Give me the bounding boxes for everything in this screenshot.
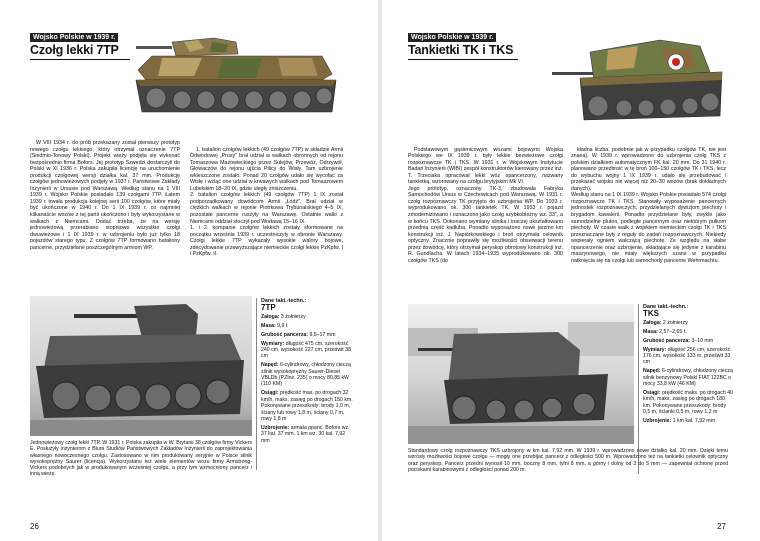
left-col2-paragraph: 1. batalion czołgów lekkich (49 czołgów 7TP) w składzie Armii Odwodowej „Prusy" brał udział w walkach obronnych od rejonu Tomaszowa Mazowieckiego przez Sulejów, Przewóz, Odrzywół, Głowaczów do rejonu ujścia Pilicy do Wisły. Tam uzbrojenie wkleszczone zostało. Ponad 20 czołgów udało się wycofać za Wisłę i wziąć one udział w krwawych walkach pod Tomaszowem Lubelskim 18–20 IX, gdzie uległy zniszczeniu. 2. batalion czołgów lekkich (49 czołgów 7TP) 1 IX został podporządkowany dowódcom Armii „Łódź". Brał udział w ciężkich walkach w rejonie Piotrkowa Trybunalskiego 4–5 IX, pozostałe pancerne ruszyły na Warszawę. Ostatnie walki z Niemcami oddział stoczył pod Wodawą 15–16 IX. 1. i 2. kompanie czołgów lekkich zostały sformowane na początku września 1939 r. uczestniczyły w obronie Warszawy. Czołgi lekkie 7TP wykazały wysokie walory bojowe, zdecydowanie przewyższające niemieckie czołgi lekkie PzKpfw. I i PzKpfw. II.: [190, 146, 343, 258]
photo-tks: [408, 304, 634, 444]
right-col1-paragraph: Podstawowym gąsienicowym wozami bojowymi Wojska Polskiego we IX 1939 r. były lekkie bezwieżowe czołgi rozpoznawcze TK i TKS. W 1931 r. w Wojskowym Instytucie Badań Inżynierii (WIBI) zespół konstruktorów kierowany przez inż. T. Trzeciaka opracował lekki wóz opancerzony, nazwany tankietką, wzorowany na czołgu brytyjskim Mk VI. Jego prototyp, oznaczony TK-3, zbudowała Fabryka Samochodów Ursus w Czechowicach pod Warszawą. W 1931 r. czołg rozpoznawczy TK przyjęto do uzbrojenia WP. Do 1933 r. wyprodukowano ok. 300 tankietek TK. W 1933 r. pojazd zmodernizowano i oznaczono jako czołg szybkobieżny wz. 33", a w końcu TKS. Dokonano wymiany silnika i inaczej ukształtowano przednią część kadłuba. Ponadto wyposażono nowe jarzmo km konstrukcji inż. J. Napiórkowskiego i broń otrzymała celownik optyczny. Znacznie poprawiły się możliwości obserwacji terenu przez dowódcę, który otrzymał peryskop obrotowy konstrukcji inż. R. Gundlacha. W latach 1934–1935 wyprodukowano ok. 300 czołgów TKS (do: [408, 146, 563, 264]
spec-vehicle-name: TKS: [643, 309, 659, 319]
spec-row: Masa: 9,9 t: [261, 322, 288, 329]
right-text-column-1: [408, 140, 563, 300]
spec-row: Masa: 2,57–2,65 t: [643, 328, 686, 335]
spec-vehicle-name: 7TP: [261, 303, 276, 313]
right-col2-paragraph: kładna liczba, podobnie jak w przypadku czołgów TK, nie jest znana). W 1939 r. wprowadzono do uzbrojenia czołg TKS z polskim działkiem automatycznym FK kal. 20 mm. Do 31 1940 r. planowano przezbroić w tę broń 100–150 czołgów TK i TKS, lecz do wybuchu wojny 1 IX 1939 r. udało się przebudować i przekazać wojsku nie więcej niż 20–30 wozów (brak dokładnych danych). Według stanu na 1 IX 1939 r. Wojsko Polskie posiadało 574 czołgi rozpoznawcze TK i TKS. Stanowiły wyposażenie pancernych jednostek rozpoznawczych, przydzielanych dywizjom piechoty i brygadom kawalerii. Ponadto przydzielane były, zwykle jako samodzielne pluton, podległe pancernym oraz niektórym pułkom piechoty. W czasie walk z wojskiem niemieckim czołgi TK i TKS przeznaczane były z reguły do zadań rozpoznawczych. Niekiedy wspierały ogniem walczącą piechotę. Ze względu na słabe opancerzenie oraz uzbrojenie, składające się jedynie z karabinu maszynowego, nie miały większych szans w przypadku natknięcia się na czołgi lub samochody pancerne Wehrmachtu.: [571, 146, 726, 264]
left-col1-paragraph: W VIII 1934 r. do prób przekazany został pierwszy prototyp nowego czołgu lekkiego, który otrzymał oznaczenie 7TP (Siedmio-Tonowy Polski). Projekt wieży podjęła się wykonać bezpośrednio firma Bofors. Jej prototyp Szwedzi dostarczyli do Polski w XI 1936 r. Polska zakupiła licencję na uruchomienie produkcji czołgowej wersji działka kal. 37 mm. Produkcję czołgów jednowieżowych podjęły w 1937 r. Państwowe Zakłady Inżynierii w Ursusie pod Warszawą. Według stanu na 1 VIII 1939 r. Wojsko Polskie posiadało 139 czołgami 7TP. Łatem 1939 r. trwała produkcja kolejnej serii 100 czołgów, które miały być ukończone w 1940 r. Do 1 IX 1939 r. co najmniej kilkanaście wozów z tej partii ukończono i były wykorzystane w walkach z Niemcami. Dodać trzeba, że na wersję jednowieżową przerabiano stopniowo wszystkie czołgi dwuwieżowe i 1 IX 1939 r. w uzbrojeniu było już tylko 18 pojazdów starego typu. Z czołgów 7TP formowano bataliony pancerne, przydzielane poszczególnym armiom WP.: [30, 140, 180, 251]
right-page: [382, 0, 760, 541]
page-title: Czołg lekki 7TP: [30, 43, 119, 57]
spec-row: Załoga: 3 żołnierzy: [261, 313, 306, 320]
title-rule: [30, 59, 130, 60]
spec-row: Wymiary: długość 475 cm, szerokość 240 cm, wysokość 227 cm, prześwit 38 cm: [261, 340, 351, 360]
page-number: 26: [30, 522, 39, 531]
tank-illustration-7tp: [132, 36, 344, 132]
spec-row: Napęd: 6-cylindrowy, chłodzony cieczą silnik wysokoprężny Saurer-Diesel VBLDb (PZInż. 235) o mocy 80,85 kW (110 KM): [261, 362, 351, 388]
tank-illustration-tks: [550, 32, 726, 132]
spec-row: Grubość pancerza: 3–10 mm: [643, 337, 714, 344]
left-page: [0, 0, 378, 541]
left-text-column-1: [30, 140, 180, 310]
page-title: Tankietki TK i TKS: [408, 43, 514, 57]
spec-row: Wymiary: długość 256 cm, szerokość 176 cm, wysokość 133 m, prześwit 33 cm: [643, 346, 731, 366]
spec-row: Załoga: 2 żołnierzy: [643, 319, 688, 326]
spec-row: Napęd: 6-cylindrowy, chłodzony cieczą silnik benzynowy Polski FIAT 122BC o mocy 33,8 kW (46 KM): [643, 368, 733, 388]
spec-row: Osiągi: prędkość maks. po drogach 40 km/h, maks. zasięg po drogach 180 km. Pokonywane przeszkody: brody 0,5 m, ścianki 0,5 m, rowy 1,2 m: [643, 389, 733, 416]
spec-panel-7tp: [256, 298, 353, 470]
spec-header: Dane takt.-techn.:: [261, 298, 307, 304]
photo-7tp: [30, 296, 252, 436]
photo-caption-tks: Standardowy czołg rozpoznawczy TKS uzbrojony w km kal. 7,92 mm. W 1939 r. wprowadzono nowe działko kal. 20 mm. Dzięki temu wzrosły możliwości bojowe czołgu — mogły one przebijać pancerz z odległości 500 m. Wprowadzono też na tankietki celownik optyczny oraz peryskop. Pancerz przedni wynosił 10 mm, boczny 8 mm, tylni 8 mm, a górny i dolny od 3 do 5 mm — zapewniał ochronę przed pociskami karabinowymi z odległości ponad 200 m.: [408, 448, 728, 473]
title-rule: [408, 59, 518, 60]
right-text-column-2: [571, 140, 726, 300]
spec-header: Dane takt.-techn.:: [643, 304, 689, 310]
section-kicker: Wojsko Polskie w 1939 r.: [30, 33, 118, 42]
left-text-column-2: [190, 140, 343, 310]
spec-row: Osiągi: prędkość max. po drogach 32 km/h, maks. zasięg po drogach 150 km. Pokonywane przeszkody: brody 1,0 m, ściany lub rowy 1,8 m, ściany 0,7 m, rowy 1,8 m: [261, 390, 353, 422]
photo-caption-7tp: Jednowieżowy czołg lekki 7TP. W 1931 r. Polska zakupiła w W. Brytanii 38 czołgów firmy Vickers E. Posłużyły inżynierom z Biura Studiów Państwowych Zakładów Inżynierii do zaprojektowania własnego nowoczesnego czołgu. Zastosowano w nim produkowany seryjnie w Polsce silnik wysokoprężny Saurer (licencja). Wykorzystano też wiele elementów wozu firmy Armstrong-Vickers podobnych jak w produkowanym wcześniej czołgu, a przy tym wzmocniony pancerz i inną wieżę.: [30, 440, 252, 478]
spec-row: Uzbrojenie: armata ppanc. Bofors wz. 37 kal. 37 mm, 1 km wz. 30 kal. 7,92 mm: [261, 424, 350, 444]
page-number: 27: [717, 522, 726, 531]
spec-row: Uzbrojenie: 1 km kal. 7,92 mm: [643, 418, 716, 425]
section-kicker: Wojsko Polskie w 1939 r.: [408, 33, 496, 42]
spec-row: Grubość pancerza: 9,5–17 mm: [261, 331, 336, 338]
